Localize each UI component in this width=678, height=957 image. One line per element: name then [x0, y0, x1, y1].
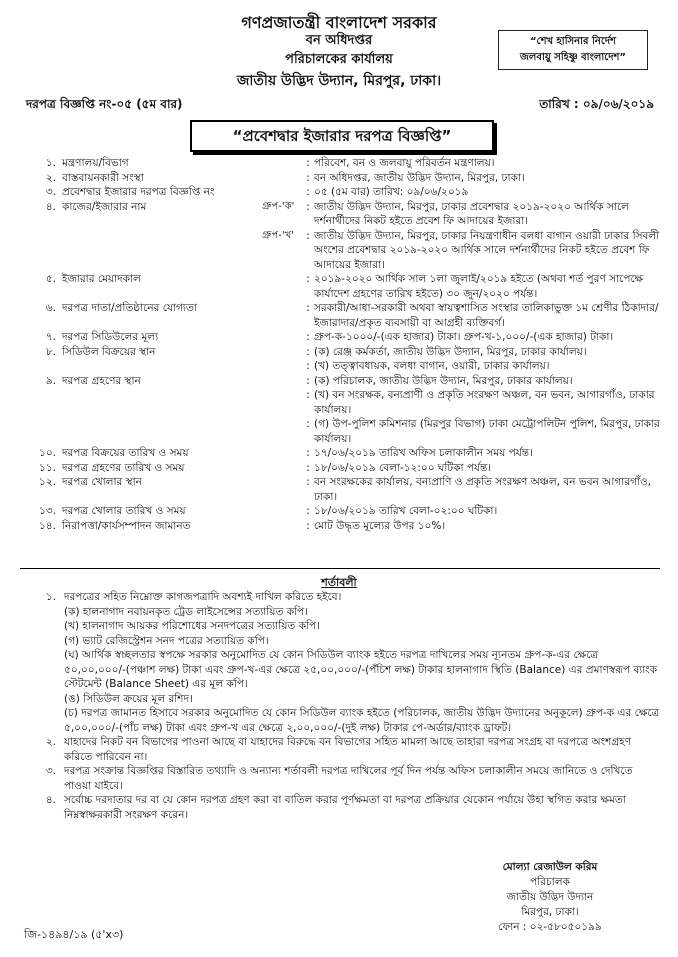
- item-colon: :: [306, 447, 310, 459]
- item-row: [20, 475, 660, 504]
- item-number: [20, 359, 62, 374]
- item-value: (ক) রেঞ্জ কর্মকর্তা, জাতীয় উদ্ভিদ উদ্যান, মিরপুর, ঢাকার কার্যালয়।: [314, 345, 587, 358]
- signatory-place: মিরপুর, ঢাকা।: [521, 906, 579, 918]
- item-colon: :: [306, 186, 310, 198]
- item-row: [20, 417, 660, 446]
- notice-title: “প্রবেশদ্বার ইজারার দরপত্র বিজ্ঞপ্তি”: [190, 120, 494, 152]
- item-number: ৩.: [45, 186, 56, 198]
- item-group: [262, 388, 302, 417]
- item-group: [262, 374, 302, 389]
- item-group: [262, 461, 302, 476]
- item-value: সরকারী/আধা-সরকারী অথবা স্বায়ত্বশাসিত সংস্থার তালিকাভুক্ত ১ম শ্রেণীর ঠিকাদার/ইজারাদার/প্রকৃত ব্যবসায়ী বা আগ্রহী ব্যক্তিবর্গ।: [314, 302, 659, 329]
- footer-code: জি-১৪৯৪/১৯ (৫'x৩): [24, 928, 124, 941]
- item-group: [262, 171, 302, 186]
- item-row: [20, 330, 660, 345]
- item-group: গ্রুপ-'খ': [262, 229, 294, 241]
- item-row: [20, 229, 660, 273]
- condition-subitem: (ঘ) আর্থিক স্বচ্ছলতার স্বপক্ষে সরকার অনুমোদিত যে কোন সিডিউল ব্যাংক হইতে দরপত্র দাখিলের সময় ন্যূনতম গ্রুপ-ক-এর ক্ষেত্রে ৫০,০০,০০০/-(পঞ্চাশ লক্ষ) টাকা এবং গ্রুপ-খ-এর ক্ষেত্রে ২৫,০০,০০০/-(পঁচিশ লক্ষ) টাকার হালনাগাদ স্থিতি (Balance) এর প্রমাণস্বরূপ ব্যাংক স্টেটমেন্ট (Balance Sheet) এর মূল কপি।: [64, 649, 658, 690]
- item-colon: :: [306, 360, 310, 372]
- item-number: ৭.: [45, 331, 56, 343]
- condition-item: [20, 793, 660, 822]
- item-label: [62, 388, 262, 417]
- item-value: জাতীয় উদ্ভিদ উদ্যান, মিরপুর, ঢাকার নিয়ন্ত্রণাধীন বলধা বাগান ওয়ারী ঢাকার সিবলী অংশের প্রবেশদ্বার ২০১৯-২০২০ আর্থিক সালে দর্শনার্থীদের নিকট হইতে প্রবেশ ফি আদায়ের ইজারা।: [314, 229, 660, 271]
- item-value: বন অধিদপ্তর, জাতীয় উদ্ভিদ উদ্যান, মিরপুর, ঢাকা।: [314, 171, 525, 184]
- item-label: [62, 359, 262, 374]
- item-label: দরপত্র দাতা/প্রতিষ্ঠানের যোগ্যতা: [62, 302, 197, 314]
- notice-reference: দরপত্র বিজ্ঞপ্তি নং-০৫ (৫ম বার): [26, 97, 183, 111]
- condition-item: [20, 764, 660, 793]
- item-label: দরপত্র সিডিউলের মূল্য: [62, 331, 159, 343]
- notice-items-table: [20, 156, 660, 533]
- condition-subitem: (চ) দরপত্র জামানত হিসাবে সরকার অনুমোদিত যে কোন সিডিউল ব্যাংক হইতে (পরিচালক, জাতীয় উদ্ভিদ উদ্যানের অনুকূলে) গ্রুপ-ক এর ক্ষেত্রে ৫,০০,০০০/-(পাঁচ লক্ষ) টাকা এবং গ্রুপ-খ এর ক্ষেত্রে ২,০০,০০০/-(দুই লক্ষ) টাকার পে-অর্ডার/ব্যাংক ড্রাফট।: [64, 707, 660, 734]
- item-value: গ্রুপ-ক-১০০০/-(এক হাজার) টাকা। গ্রুপ-খ-১,০০০/-(এক হাজার) টাকা।: [314, 331, 614, 343]
- condition-subitem: (ঙ) সিডিউল ক্রয়ের মূল রশিদ।: [64, 692, 193, 705]
- item-value: ১৮/০৬/২০১৯ তারিখ বেলা-০২:০০ ঘটিকা।: [314, 505, 498, 517]
- item-number: ৯.: [45, 374, 56, 387]
- item-number: ১৪.: [39, 519, 56, 532]
- office-heading: পরিচালকের কার্যালয়: [285, 52, 393, 67]
- item-group: [262, 417, 302, 446]
- item-row: [20, 519, 660, 534]
- conditions-title: শর্তাবলী: [321, 576, 357, 589]
- condition-number: ৪.: [45, 794, 56, 806]
- item-label: দরপত্র গ্রহণের স্থান: [62, 374, 141, 387]
- item-value: (ক) পরিচালক, জাতীয় উদ্ভিদ উদ্যান, মিরপুর, ঢাকার কার্যালয়।: [314, 374, 573, 387]
- item-group: [262, 185, 302, 200]
- signatory-org: জাতীয় উদ্ভিদ উদ্যান: [506, 891, 594, 903]
- condition-number: ১.: [45, 591, 56, 603]
- item-group: [262, 156, 302, 171]
- item-colon: :: [306, 505, 310, 517]
- item-colon: :: [306, 229, 310, 242]
- item-number: ১০.: [39, 447, 56, 459]
- notice-date: তারিখ : ০৯/০৬/২০১৯: [539, 97, 654, 111]
- signatory-title: পরিচালক: [530, 876, 570, 888]
- item-row: [20, 359, 660, 374]
- item-number: ৬.: [45, 302, 56, 314]
- item-label: দরপত্র গ্রহণের তারিখ ও সময়: [62, 461, 185, 474]
- item-row: [20, 504, 660, 519]
- address-heading: জাতীয় উদ্ভিদ উদ্যান, মিরপুর, ঢাকা।: [236, 73, 442, 89]
- item-colon: :: [306, 302, 310, 314]
- item-value: পরিবেশ, বন ও জলবায়ু পরিবর্তন মন্ত্রণালয়।: [314, 157, 495, 169]
- condition-text: সর্বোচ্চ দরদাতার দর বা যে কোন দরপত্র গ্রহণ করা বা বাতিল করার পূর্ণক্ষমতা বা দরপত্র প্রক্রিয়ার যেকোন পর্যায়ে উহা স্থগিত করার ক্ষমতা নিম্নস্বাক্ষরকারী সংরক্ষণ করেন।: [64, 794, 626, 821]
- item-colon: :: [306, 374, 310, 387]
- item-label: [62, 229, 262, 273]
- item-colon: :: [306, 519, 310, 532]
- condition-item: [20, 590, 660, 605]
- item-group: [262, 446, 302, 461]
- condition-text: যাহাদের নিকট বন বিভাগের পাওনা আছে বা যাহাদের বিরুদ্ধে বন বিভাগের সহিত মামলা আছে তাহারা দরপত্র সংগ্রহ বা দরপত্রে অংশগ্রহণ করিতে পারিবেন না।: [64, 736, 632, 763]
- item-value: মোট উদ্ধৃত মূল্যের উপর ১০%।: [314, 519, 446, 532]
- item-group: [262, 272, 302, 301]
- item-colon: :: [306, 461, 310, 474]
- signatory-phone: ফোন : ০২-৫৮০৫০১৯৯: [498, 921, 602, 933]
- item-row: [20, 301, 660, 330]
- item-colon: :: [306, 157, 310, 169]
- item-row: [20, 156, 660, 171]
- item-colon: :: [306, 273, 310, 285]
- item-label: মন্ত্রণালয়/বিভাগ: [62, 157, 129, 169]
- item-label: কাজের/ইজারার নাম: [62, 200, 147, 213]
- condition-subitem: (খ) হালনাগাদ আয়কর পরিশোধের সনদপত্রের সত্যায়িত কপি।: [64, 620, 320, 632]
- item-row: [20, 374, 660, 389]
- item-label: [62, 417, 262, 446]
- item-number: ১.: [45, 157, 56, 169]
- condition-text: দরপত্রের সহিত নিম্নোক্ত কাগজপত্রাদি অবশ্যই দাখিল করিতে হইবে।: [64, 591, 342, 603]
- condition-number: ৩.: [45, 765, 56, 777]
- item-colon: :: [306, 200, 310, 213]
- condition-text: দরপত্র সংক্রান্ত বিজ্ঞপ্তির বিস্তারিত তথ্যাদি ও অন্যান্য শর্তাবলী দরপত্র দাখিলের পূর্ব দিন পর্যন্ত অফিস চলাকালীন সময়ে জানিতে ও দেখিতে পাওয়া যাইবে।: [64, 765, 633, 792]
- item-row: [20, 446, 660, 461]
- item-number: ৮.: [45, 345, 56, 358]
- item-number: ৫.: [45, 273, 56, 285]
- slogan-line-2: জলবায়ু সহিষ্ণু বাংলাদেশ”: [519, 52, 626, 63]
- item-value: (খ) তত্ত্বাবধায়ক, বলধা বাগান, ওয়ারী, ঢাকার কার্যালয়।: [314, 360, 550, 372]
- item-number: [20, 388, 62, 417]
- item-group: [262, 475, 302, 504]
- item-number: ৪.: [45, 200, 56, 213]
- item-number: ১১.: [39, 461, 56, 474]
- item-colon: :: [306, 345, 310, 358]
- item-value: বন সংরক্ষকের কার্যালয়, বন্যপ্রাণি ও প্রকৃতি সংরক্ষণ অঞ্চল, বন ভবন আগারগাঁও, ঢাকা।: [314, 476, 652, 503]
- item-group: [262, 519, 302, 534]
- item-number: ১৩.: [39, 505, 56, 517]
- item-label: প্রবেশদ্বার ইজারার দরপত্র বিজ্ঞপ্তি নং: [62, 186, 215, 198]
- item-label: দরপত্র খোলার তারিখ ও সময়: [62, 505, 186, 517]
- slogan-line-1: “শেখ হাসিনার নির্দেশ: [529, 36, 617, 47]
- item-colon: :: [306, 418, 310, 430]
- item-value: জাতীয় উদ্ভিদ উদ্যান, মিরপুর, ঢাকার প্রবেশদ্বার ২০১৯-২০২০ আর্থিক সালে দর্শনার্থীদের নিকট হইতে প্রবেশ ফি আদায়ের ইজারা।: [314, 200, 629, 227]
- item-colon: :: [306, 171, 310, 184]
- item-group: [262, 330, 302, 345]
- item-row: [20, 461, 660, 476]
- item-row: [20, 200, 660, 229]
- item-value: ১৭/০৬/২০১৯ তারিখ অফিস চলাকালীন সময় পর্যন্ত।: [314, 447, 533, 459]
- item-group: গ্রুপ-'ক': [262, 200, 295, 212]
- item-row: [20, 272, 660, 301]
- item-colon: :: [306, 389, 310, 401]
- item-number: ২.: [45, 171, 56, 184]
- item-label: দরপত্র খোলার স্থান: [62, 476, 142, 488]
- item-value: ১৮/০৬/২০১৯ বেলা-১২:০০ ঘটিকা পর্যন্ত।: [314, 461, 492, 474]
- item-row: [20, 345, 660, 360]
- item-label: নিরাপত্তা/কার্যসম্পাদন জামানত: [62, 519, 191, 532]
- condition-subitem: (ক) হালনাগাদ নবায়নকৃত ট্রেড লাইসেন্সের সত্যায়িত কপি।: [64, 605, 308, 618]
- item-number: [20, 417, 62, 446]
- conditions-list: [20, 590, 660, 822]
- item-row: [20, 185, 660, 200]
- condition-subitem: (গ) ভ্যাট রেজিস্ট্রেশন সনদ পত্রের সত্যায়িত কপি।: [64, 634, 269, 647]
- item-group: [262, 301, 302, 330]
- signature-block: [450, 860, 650, 935]
- item-value: ০৫ (৫ম বার) তারিখ: ০৯/০৬/২০১৯: [314, 186, 469, 198]
- slogan-box: [498, 30, 648, 70]
- item-group: [262, 359, 302, 374]
- item-label: ইজারার মেয়াদকাল: [62, 273, 141, 285]
- item-colon: :: [306, 331, 310, 343]
- condition-number: ২.: [45, 736, 56, 748]
- item-value: (গ) উপ-পুলিশ কমিশনার (মিরপুর বিভাগ) ঢাকা মেট্রোপলিটন পুলিশ, মিরপুর, ঢাকার কার্যালয়।: [314, 418, 660, 445]
- item-row: [20, 171, 660, 186]
- item-number: [20, 229, 62, 273]
- signatory-name: মোল্যা রেজাউল করিম: [502, 861, 598, 873]
- govt-heading: গণপ্রজাতন্ত্রী বাংলাদেশ সরকার: [241, 13, 437, 32]
- item-number: ১২.: [39, 476, 56, 488]
- divider: [20, 568, 660, 569]
- item-label: বাস্তবায়নকারী সংস্থা: [62, 171, 144, 184]
- item-row: [20, 388, 660, 417]
- item-value: ২০১৯-২০২০ আর্থিক সাল ১লা জুলাই/২০১৯ হইতে (অথবা শর্ত পুরণ সাপেক্ষে কার্যাদেশ গ্রহণের তারিখ হইতে) ৩০ জুন/২০২০ পর্যন্ত।: [314, 273, 644, 300]
- item-label: সিডিউল বিক্রয়ের স্থান: [62, 345, 156, 358]
- item-colon: :: [306, 476, 310, 488]
- item-group: [262, 504, 302, 519]
- item-value: (খ) বন সংরক্ষক, বন্যপ্রাণী ও প্রকৃতি সংরক্ষণ অঞ্চল, বন ভবন, আগারগাঁও, ঢাকার কার্যালয়।: [314, 389, 655, 416]
- item-label: দরপত্র বিক্রয়ের তারিখ ও সময়: [62, 447, 189, 459]
- condition-item: [20, 735, 660, 764]
- item-group: [262, 345, 302, 360]
- dept-heading: বন অধিদপ্তর: [305, 33, 373, 48]
